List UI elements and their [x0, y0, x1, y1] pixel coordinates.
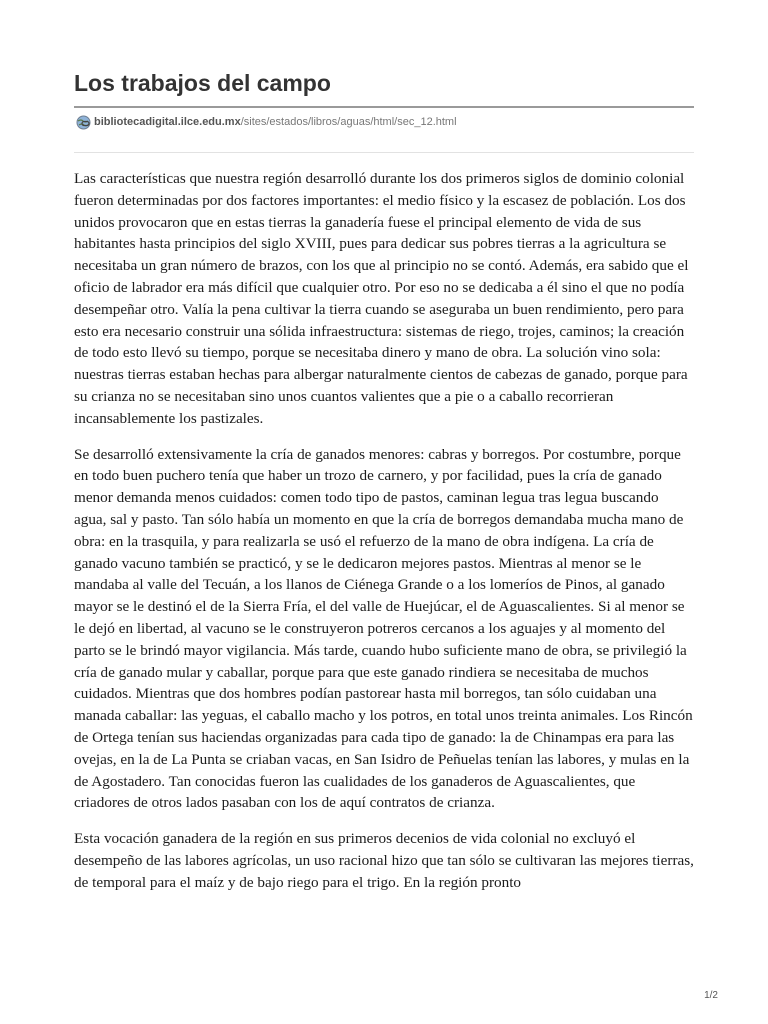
title-divider [74, 106, 694, 108]
page-number: 1/2 [704, 990, 718, 1001]
globe-link-icon [76, 115, 91, 130]
article-body [74, 168, 694, 908]
paragraph: Esta vocación ganadera de la región en sus primeros decenios de vida colonial no excluyó el desempeño de las labores agrícolas, un uso racional hizo que tan sólo se cultivaran las mejores tierras, de temporal para el maíz y de bajo riego para el trigo. En la región pronto [74, 830, 694, 891]
source-domain[interactable]: bibliotecadigital.ilce.edu.mx [94, 116, 241, 128]
source-link[interactable] [76, 114, 457, 130]
paragraph: Se desarrolló extensivamente la cría de ganados menores: cabras y borregos. Por costumbre, porque en todo buen puchero tenía que haber un trozo de carnero, y por facilidad, pues la cría de ganado menor demanda menos cuidados: comen todo tipo de pastos, caminan legua tras legua buscando agua, sal y pasto. Tan sólo había un momento en que la cría de borregos demandaba mucha mano de obra: en la trasquila, y para realizarla se usó el refuerzo de la mano de obra indígena. La cría de ganado vacuno también se practicó, y se le dedicaron mejores pastos. Mientras al menor se le mandaba al valle del Tecuán, a los llanos de Ciénega Grande o a los lomeríos de Pinos, al ganado mayor se le destinó el de la Sierra Fría, el del valle de Huejúcar, el de Aguascalientes. Si al menor se le dejó en libertad, al vacuno se le construyeron potreros cercanos a los aguajes y al momento del parto se le brindó mayor vigilancia. Más tarde, cuando hubo suficiente mano de obra, se privilegió la cría de ganado mular y caballar, porque para que este ganado rindiera se necesitaba de muchos cuidados. Mientras que dos hombres podían pastorear hasta mil borregos, tan sólo cuidaban una manada caballar: las yeguas, el caballo macho y los potros, en total unos treinta animales. Los Rincón de Ortega tenían sus haciendas organizadas para cada tipo de ganado: la de Chinampas era para las ovejas, en la de La Punta se criaban vacas, en San Isidro de Peñuelas tenían las labores, y mulas en la de Agostadero. Tan conocidas fueron las cualidades de los ganaderos de Aguascalientes, que criadores de otros lados pasaban con los de aquí contratos de crianza. [74, 445, 693, 812]
source-path[interactable]: /sites/estados/libros/aguas/html/sec_12.html [240, 116, 457, 128]
page-title: Los trabajos del campo [74, 70, 331, 96]
paragraph: Las características que nuestra región desarrolló durante los dos primeros siglos de dominio colonial fueron determinadas por dos factores importantes: el medio físico y la escasez de población. Los dos unidos provocaron que en estas tierras la ganadería fuese el principal elemento de vida de sus habitantes hasta principios del siglo XVIII, pues para dedicar sus pobres tierras a la agricultura se necesitaba un gran número de brazos, con los que al principio no se contó. Además, era sabido que el oficio de labrador era más difícil que cualquier otro. Por eso no se dedicaba a él sino el que no podía desempeñar otro. Valía la pena cultivar la tierra cuando se aseguraba un buen rendimiento, pero para esto era necesario construir una sólida infraestructura: sistemas de riego, trojes, caminos; la creación de todo esto llevó su tiempo, porque se necesitaba dinero y mano de obra. La solución vino sola: nuestras tierras estaban hechas para albergar naturalmente cientos de cabezas de ganado, porque para su crianza no se necesitaban sino unos cuantos valientes que a pie o a caballo recorrieran incansablemente los pastizales. [74, 170, 689, 427]
header-divider [74, 152, 694, 153]
